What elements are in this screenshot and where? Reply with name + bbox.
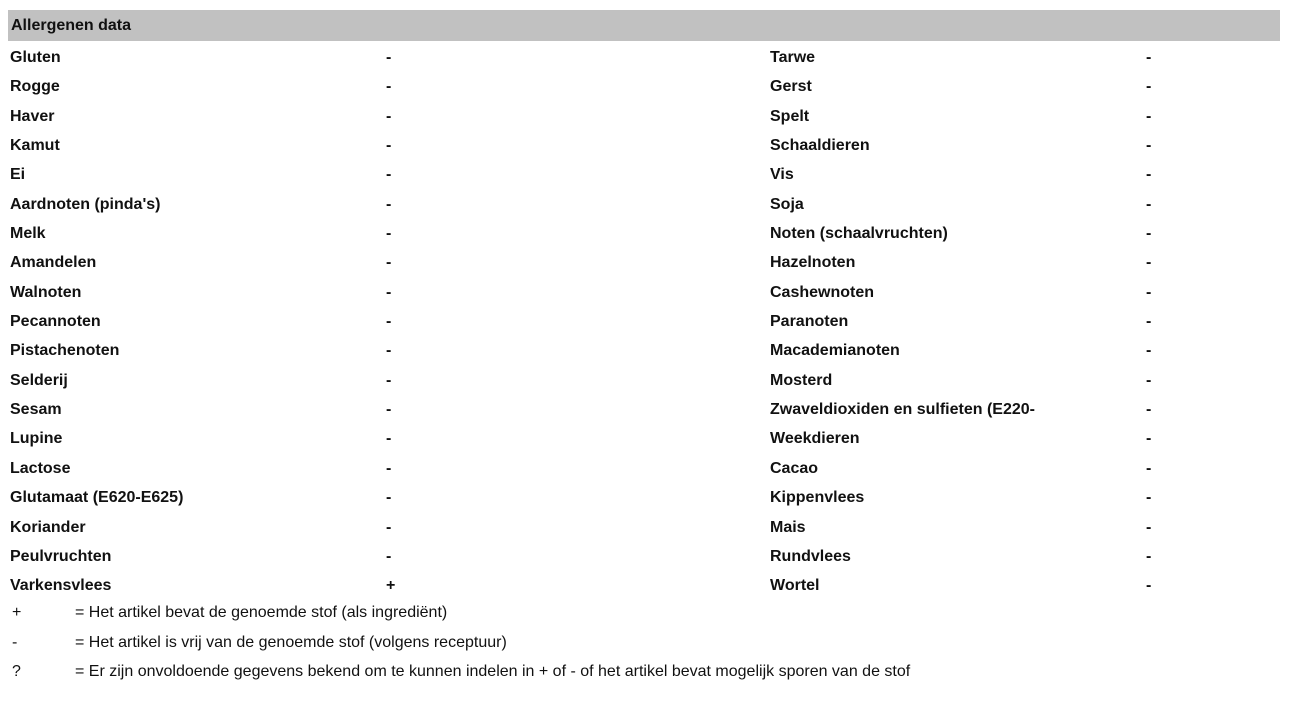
allergen-value: - <box>386 137 392 155</box>
legend-definition: = Het artikel bevat de genoemde stof (als ingrediënt) <box>75 604 448 621</box>
allergen-label: Mosterd <box>770 371 833 389</box>
allergen-value: - <box>386 283 392 301</box>
legend-item <box>0 657 1296 687</box>
legend-item <box>0 598 1296 628</box>
legend-item <box>0 628 1296 658</box>
allergen-value: - <box>386 518 392 536</box>
table-row <box>0 131 1296 160</box>
allergen-value: - <box>1146 78 1152 96</box>
allergen-value: - <box>386 254 392 272</box>
allergen-label: Mais <box>770 518 806 536</box>
table-row <box>0 160 1296 189</box>
allergen-value: - <box>1146 459 1152 477</box>
legend-symbol: + <box>12 604 22 621</box>
allergen-value: - <box>1146 225 1152 243</box>
allergen-value: - <box>386 371 392 389</box>
allergen-label: Pecannoten <box>10 313 101 331</box>
allergen-label: Wortel <box>770 577 820 595</box>
allergen-value: - <box>386 313 392 331</box>
allergen-label: Aardnoten (pinda's) <box>10 195 161 213</box>
allergen-label: Koriander <box>10 518 86 536</box>
allergen-value: - <box>386 49 392 66</box>
allergen-label: Haver <box>10 107 55 125</box>
allergen-value: - <box>386 225 392 243</box>
legend-symbol: - <box>12 633 18 651</box>
table-row <box>0 190 1296 219</box>
allergen-value: - <box>1146 49 1152 66</box>
allergen-label: Spelt <box>770 107 810 125</box>
allergen-label: Walnoten <box>10 283 82 301</box>
table-row <box>0 336 1296 365</box>
allergen-value: - <box>386 401 392 419</box>
allergen-label: Sesam <box>10 401 62 419</box>
allergen-value: - <box>386 195 392 213</box>
allergen-label: Cashewnoten <box>770 283 875 301</box>
allergen-value: - <box>386 459 392 477</box>
allergen-value: - <box>1146 137 1152 155</box>
table-row <box>0 43 1296 72</box>
allergen-table <box>0 43 1296 601</box>
allergen-value: - <box>1146 489 1152 507</box>
table-row <box>0 248 1296 277</box>
allergen-value: - <box>1146 166 1152 184</box>
allergen-value: - <box>1146 107 1152 125</box>
allergen-label: Zwaveldioxiden en sulfieten (E220- <box>770 401 1035 419</box>
legend-definition: = Er zijn onvoldoende gegevens bekend om te kunnen indelen in + of - of het artikel bevat mogelijk sporen van de stof <box>75 663 911 680</box>
allergen-label: Gluten <box>10 49 61 66</box>
allergen-label: Selderij <box>10 371 68 389</box>
table-row <box>0 72 1296 101</box>
allergen-label: Melk <box>10 225 46 243</box>
allergen-label: Pistachenoten <box>10 342 120 360</box>
table-row <box>0 307 1296 336</box>
allergen-label: Peulvruchten <box>10 547 112 565</box>
allergen-value: - <box>386 107 392 125</box>
allergen-value: + <box>386 577 396 595</box>
allergen-value: - <box>1146 283 1152 301</box>
allergen-value: - <box>1146 430 1152 448</box>
allergen-value: - <box>386 78 392 96</box>
allergen-value: - <box>1146 371 1152 389</box>
allergen-value: - <box>386 489 392 507</box>
allergen-label: Noten (schaalvruchten) <box>770 225 948 243</box>
allergen-label: Rogge <box>10 78 60 96</box>
allergen-label: Amandelen <box>10 254 97 272</box>
allergen-value: - <box>1146 401 1152 419</box>
legend <box>0 598 1296 687</box>
allergen-label: Cacao <box>770 459 819 477</box>
allergen-value: - <box>1146 547 1152 565</box>
table-row <box>0 102 1296 131</box>
allergen-label: Glutamaat (E620-E625) <box>10 489 184 507</box>
legend-symbol: ? <box>12 663 21 680</box>
allergen-value: - <box>1146 313 1152 331</box>
allergen-value: - <box>1146 577 1152 595</box>
table-row <box>0 483 1296 512</box>
allergen-value: - <box>386 547 392 565</box>
allergen-label: Ei <box>10 166 26 184</box>
allergen-label: Lupine <box>10 430 63 448</box>
allergen-label: Paranoten <box>770 313 849 331</box>
allergen-label: Tarwe <box>770 49 816 66</box>
table-row <box>0 424 1296 453</box>
allergen-label: Kippenvlees <box>770 489 865 507</box>
table-row <box>0 542 1296 571</box>
table-row <box>0 454 1296 483</box>
allergen-label: Rundvlees <box>770 547 851 565</box>
allergen-label: Varkensvlees <box>10 577 112 595</box>
allergen-label: Schaaldieren <box>770 137 870 155</box>
allergen-label: Hazelnoten <box>770 254 856 272</box>
table-row <box>0 219 1296 248</box>
section-header <box>8 10 1280 41</box>
allergen-value: - <box>1146 518 1152 536</box>
allergen-label: Vis <box>770 166 794 184</box>
table-row <box>0 366 1296 395</box>
allergen-value: - <box>1146 254 1152 272</box>
allergen-label: Macademianoten <box>770 342 900 360</box>
table-row <box>0 278 1296 307</box>
table-row <box>0 571 1296 600</box>
allergen-label: Gerst <box>770 78 812 96</box>
allergen-value: - <box>1146 342 1152 360</box>
allergen-value: - <box>386 166 392 184</box>
allergen-label: Lactose <box>10 459 71 477</box>
allergen-label: Soja <box>770 195 804 213</box>
allergen-label: Weekdieren <box>770 430 860 448</box>
allergen-label: Kamut <box>10 137 60 155</box>
section-title: Allergenen data <box>11 16 132 34</box>
table-row <box>0 513 1296 542</box>
allergen-value: - <box>1146 195 1152 213</box>
table-row <box>0 395 1296 424</box>
legend-definition: = Het artikel is vrij van de genoemde stof (volgens receptuur) <box>75 633 507 651</box>
allergen-value: - <box>386 342 392 360</box>
allergen-value: - <box>386 430 392 448</box>
